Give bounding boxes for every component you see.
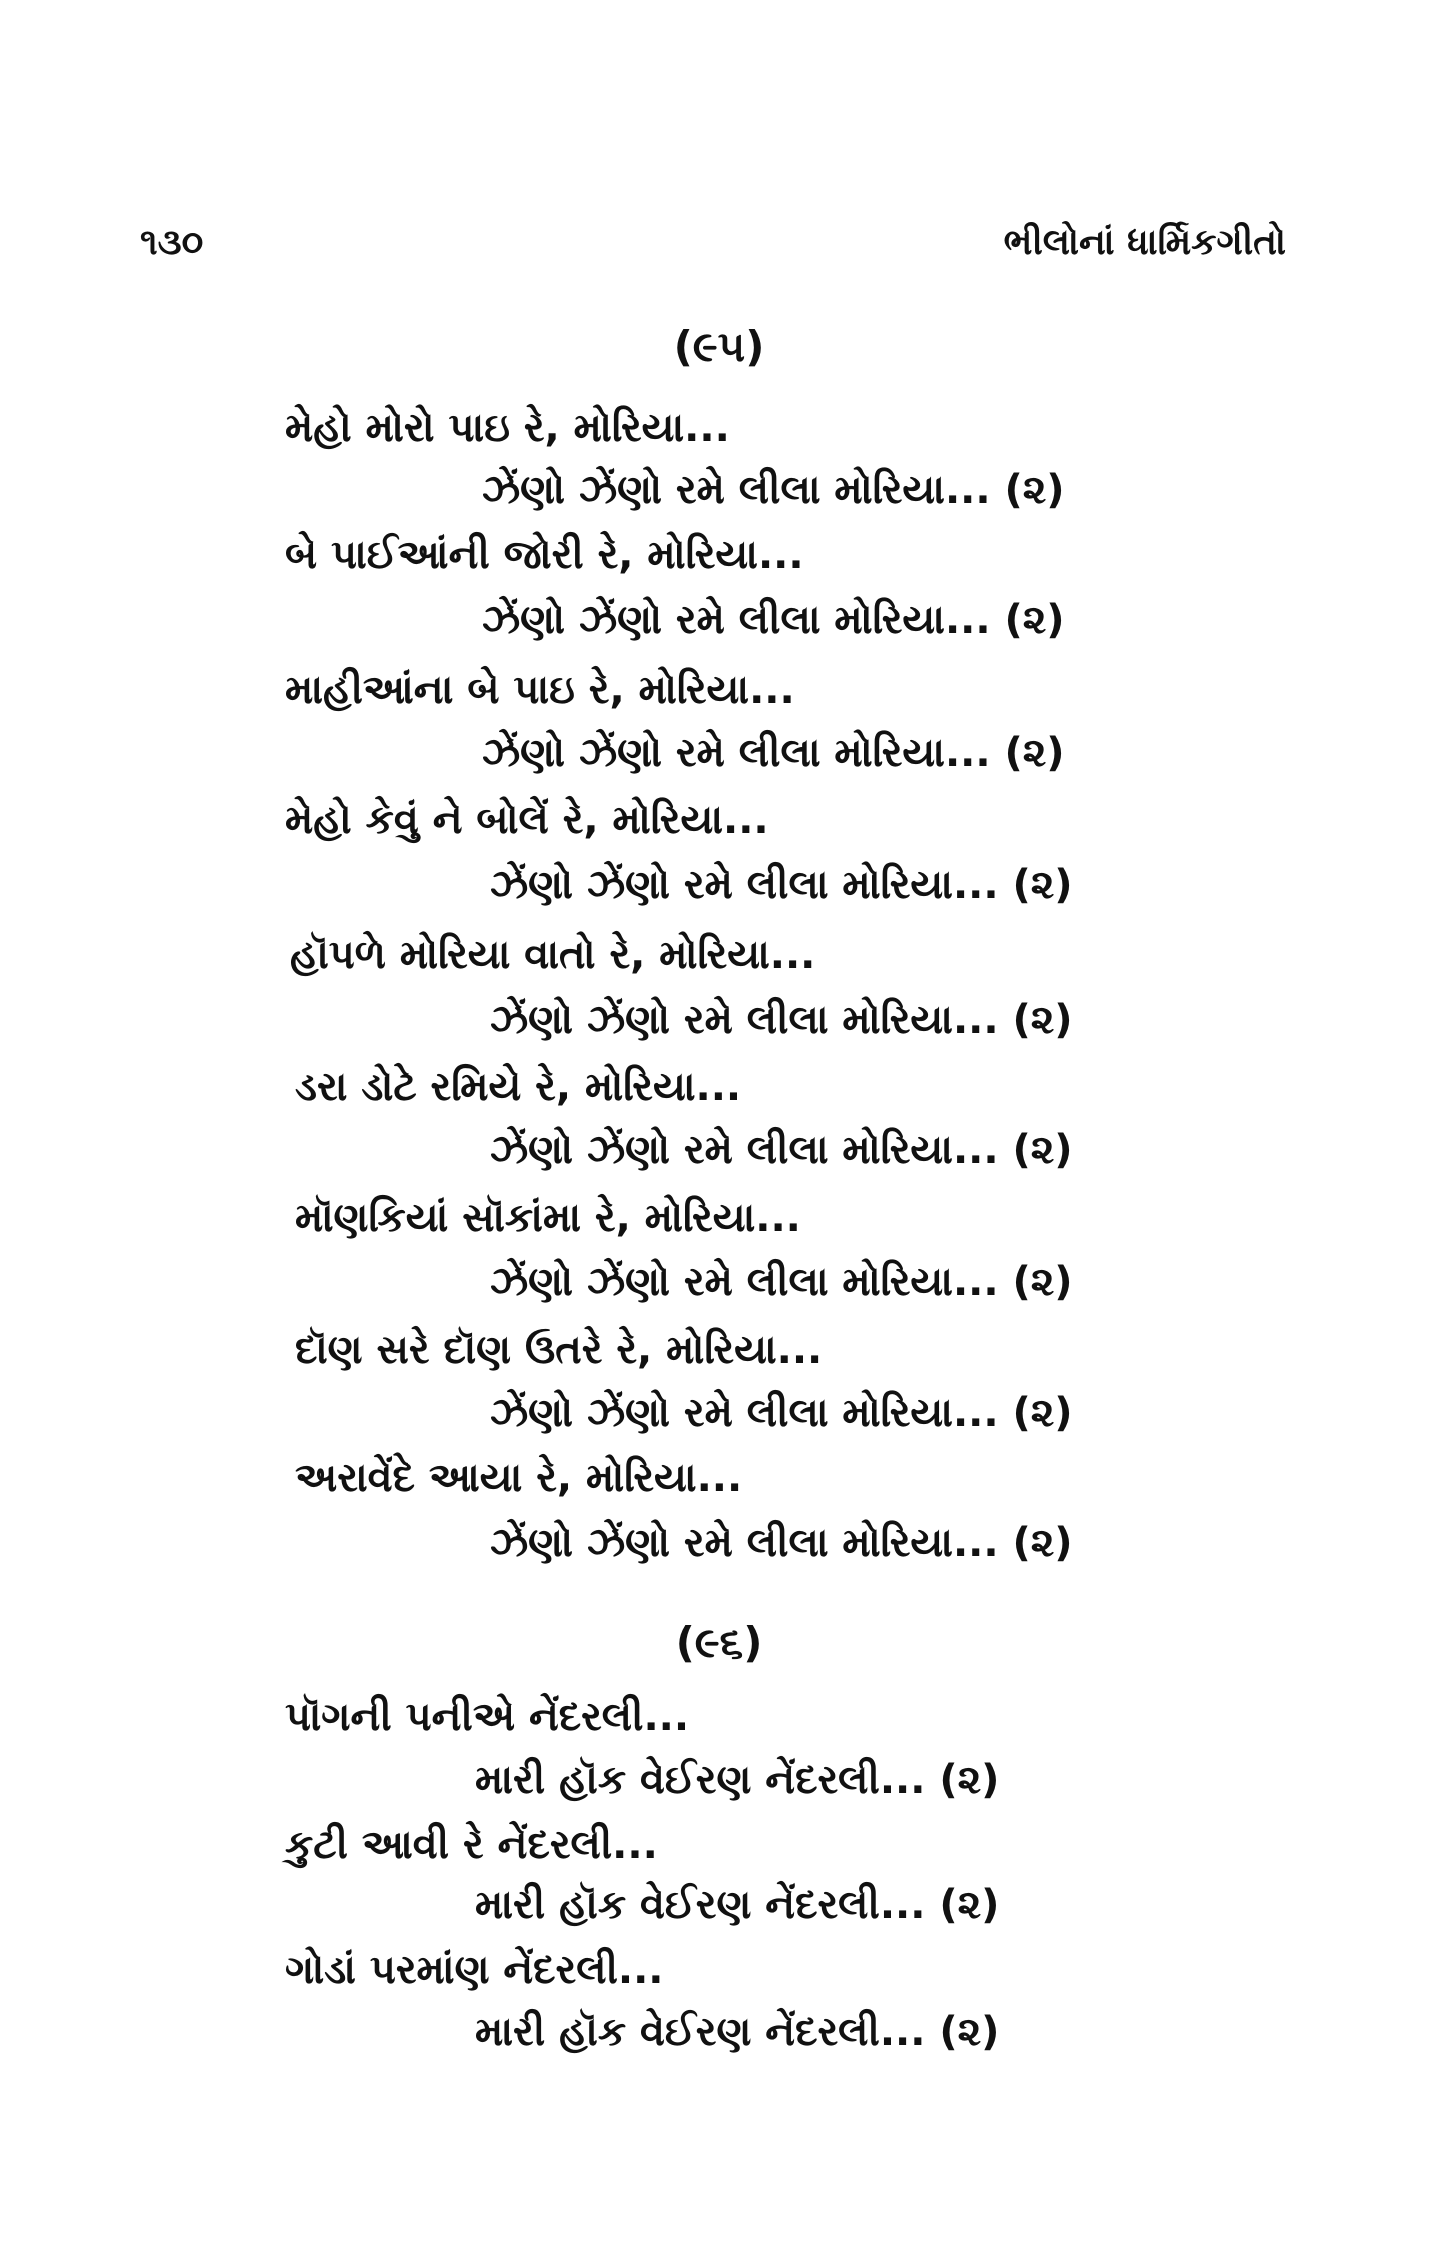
refrain-line: ઝેંણો ઝેંણો રમે લીલા મોરિયા... (૨) (482, 597, 1065, 643)
verse-line: મૉણકિયાં સૉકાંમા રે, મોરિયા... (295, 1195, 801, 1241)
song-heading: (૯૬) (675, 1618, 763, 1667)
refrain-line: ઝેંણો ઝેંણો રમે લીલા મોરિયા... (૨) (490, 862, 1073, 908)
refrain-line: ઝેંણો ઝેંણો રમે લીલા મોરિયા... (૨) (490, 1127, 1073, 1173)
verse-line: ગોડાં પરમાંણ નેંદરલી... (285, 1947, 664, 1993)
verse-line: કુટી આવી રે નેંદરલી... (285, 1822, 658, 1868)
verse-line: ડરા ડોટે રમિયે રે, મોરિયા... (295, 1064, 742, 1110)
verse-line: માહીઆંના બે પાઇ રે, મોરિયા... (285, 667, 795, 713)
refrain-line: ઝેંણો ઝેંણો રમે લીલા મોરિયા... (૨) (482, 467, 1065, 513)
refrain-line: મારી હૉક વેઈરણ નેંદરલી... (૨) (475, 1757, 1000, 1803)
verse-line: હૉપળે મોરિયા વાતો રે, મોરિયા... (290, 932, 816, 978)
running-header: ભીલોનાં ધાર્મિકગીતો (1003, 222, 1286, 263)
refrain-line: ઝેંણો ઝેંણો રમે લીલા મોરિયા... (૨) (482, 730, 1065, 776)
refrain-line: ઝેંણો ઝેંણો રમે લીલા મોરિયા... (૨) (490, 997, 1073, 1043)
page-number: ૧૩૦ (140, 222, 204, 263)
refrain-line: ઝેંણો ઝેંણો રમે લીલા મોરિયા... (૨) (490, 1390, 1073, 1436)
verse-line: દૉણ સરે દૉણ ઉતરે રે, મોરિયા... (295, 1327, 823, 1373)
refrain-line: ઝેંણો ઝેંણો રમે લીલા મોરિયા... (૨) (490, 1259, 1073, 1305)
verse-line: અરાવેંદે આયા રે, મોરિયા... (295, 1455, 743, 1501)
refrain-line: ઝેંણો ઝેંણો રમે લીલા મોરિયા... (૨) (490, 1520, 1073, 1566)
verse-line: પૉગની પનીએ નેંદરલી... (285, 1694, 690, 1740)
refrain-line: મારી હૉક વેઈરણ નેંદરલી... (૨) (475, 1882, 1000, 1928)
song-heading: (૯૫) (673, 322, 765, 371)
verse-line: બે પાઈઆંની જોરી રે, મોરિયા... (285, 532, 804, 578)
verse-line: મેહો મોરો પાઇ રે, મોરિયા... (285, 405, 730, 451)
refrain-line: મારી હૉક વેઈરણ નેંદરલી... (૨) (475, 2009, 1000, 2055)
verse-line: મેહો કેવું ને બોલેં રે, મોરિયા... (285, 797, 769, 843)
